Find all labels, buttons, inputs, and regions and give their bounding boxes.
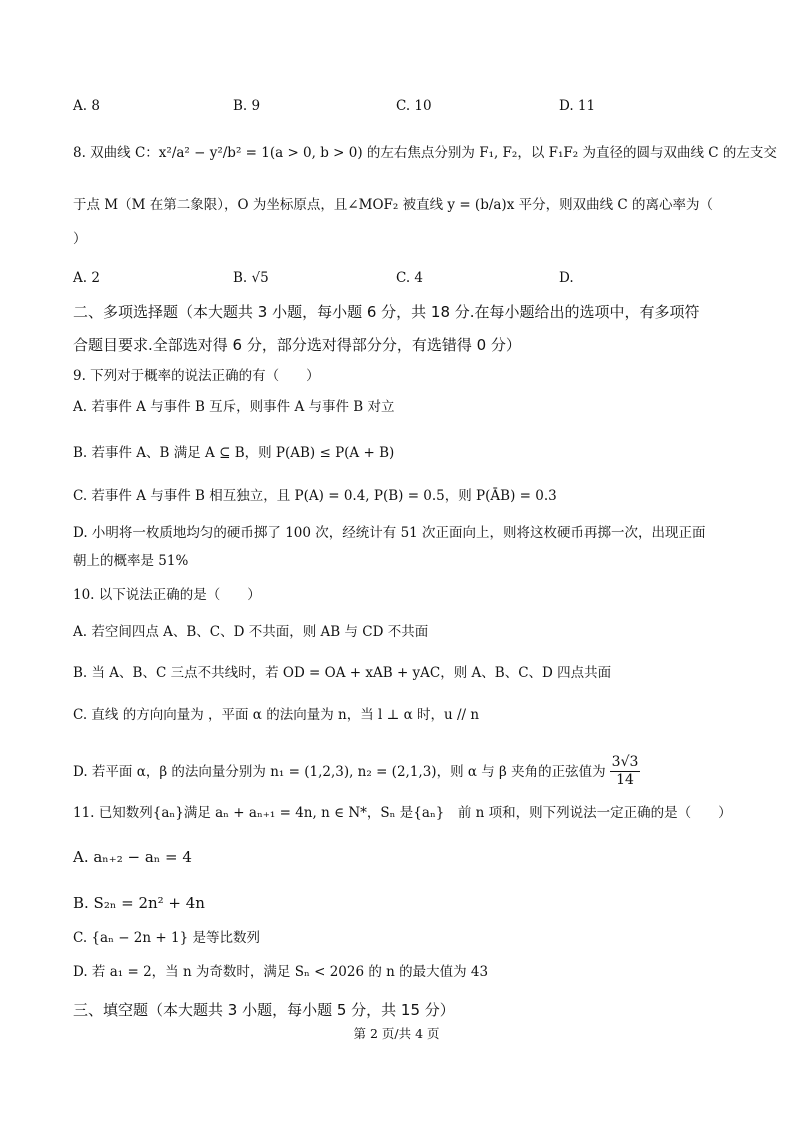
q11-option-d: D. 若 a₁ = 2，当 n 为奇数时，满足 Sₙ < 2026 的 n 的最大值为 43: [73, 964, 489, 980]
page-footer: 第 2 页/共 4 页: [353, 1026, 440, 1041]
q7-option-a: A. 8: [73, 98, 100, 114]
q9-option-b: B. 若事件 A、B 满足 A ⊆ B，则 P(AB) ≤ P(A + B): [73, 445, 395, 461]
q9-option-a: A. 若事件 A 与事件 B 互斥，则事件 A 与事件 B 对立: [73, 399, 395, 415]
q11-stem: 11. 已知数列{aₙ}满足 aₙ + aₙ₊₁ = 4n, n ∈ N*，Sₙ 是{aₙ} 前 n 项和，则下列说法一定正确的是（ ）: [73, 805, 732, 821]
q8-stem-line2: 于点 M（M 在第二象限），O 为坐标原点，且∠MOF₂ 被直线 y = (b/a)x 平分，则双曲线 C 的离心率为（: [73, 197, 714, 213]
q7-option-b: B. 9: [233, 98, 261, 114]
q8-option-d: D.: [559, 270, 574, 286]
section3-heading: 三、填空题（本大题共 3 小题，每小题 5 分，共 15 分）: [73, 1001, 455, 1019]
q10-option-a: A. 若空间四点 A、B、C、D 不共面，则 AB 与 CD 不共面: [73, 624, 429, 640]
q9-option-d-line2: 朝上的概率是 51%: [73, 553, 189, 569]
q9-option-d-line1: D. 小明将一枚质地均匀的硬币掷了 100 次，经统计有 51 次正面向上，则将这枚硬币再掷一次，出现正面: [73, 525, 706, 541]
q9-stem: 9. 下列对于概率的说法正确的有（ ）: [73, 368, 320, 384]
q8-stem-line3: ）: [73, 231, 87, 247]
q8-option-c: C. 4: [396, 270, 424, 286]
q10-option-d-fraction: [610, 754, 641, 789]
q9-option-c: C. 若事件 A 与事件 B 相互独立，且 P(A) = 0.4, P(B) = 0.5，则 P(ĀB) = 0.3: [73, 488, 557, 504]
q8-stem-line1: 8. 双曲线 C：x²/a² − y²/b² = 1(a > 0, b > 0) 的左右焦点分别为 F₁, F₂，以 F₁F₂ 为直径的圆与双曲线 C 的左支交: [73, 145, 777, 161]
q11-option-c: C. {aₙ − 2n + 1} 是等比数列: [73, 930, 260, 946]
q10-option-d-text: D. 若平面 α，β 的法向量分别为 n₁ = (1,2,3), n₂ = (2,1,3)，则 α 与 β 夹角的正弦值为: [73, 763, 606, 780]
q8-option-a: A. 2: [73, 270, 100, 286]
q10-option-d-denominator: 14: [616, 772, 634, 788]
q10-option-b: B. 当 A、B、C 三点不共线时，若 OD = OA + xAB + yAC，则 A、B、C、D 四点共面: [73, 665, 612, 681]
section2-heading-line2: 合题目要求.全部选对得 6 分，部分选对得部分分，有选错得 0 分）: [73, 336, 521, 354]
q7-option-d: D. 11: [559, 98, 596, 114]
q8-option-b: B. √5: [233, 270, 269, 286]
q10-option-d: [73, 754, 733, 789]
q11-option-b: B. S₂ₙ = 2n² + 4n: [73, 894, 205, 912]
q11-option-a: A. aₙ₊₂ − aₙ = 4: [73, 848, 192, 866]
section2-heading-line1: 二、多项选择题（本大题共 3 小题，每小题 6 分，共 18 分.在每小题给出的选项中，有多项符: [73, 303, 700, 321]
q10-option-c: C. 直线 的方向向量为 ，平面 α 的法向量为 n，当 l ⊥ α 时，u // n: [73, 707, 480, 723]
q10-stem: 10. 以下说法正确的是（ ）: [73, 587, 261, 603]
q7-option-c: C. 10: [396, 98, 432, 114]
q10-option-d-numerator: 3√3: [611, 754, 639, 770]
